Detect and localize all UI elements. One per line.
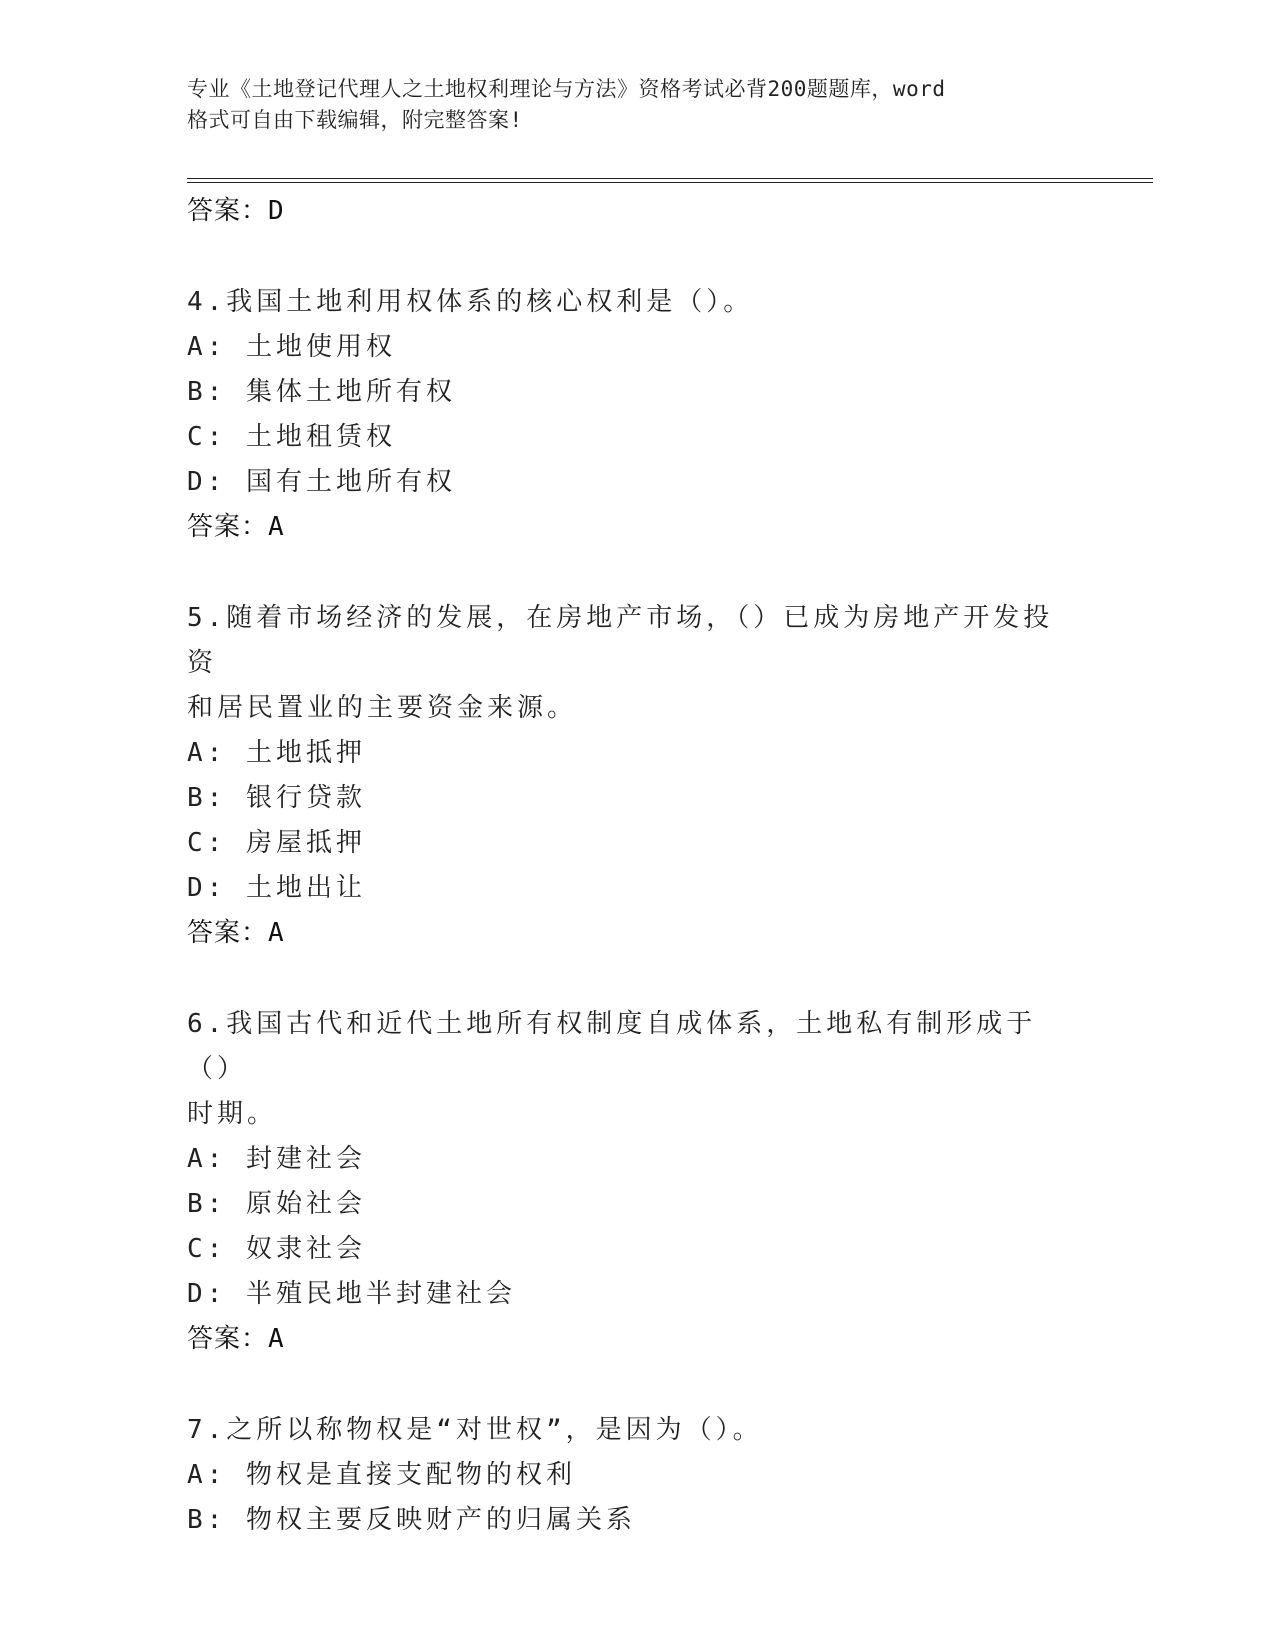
- question-stem-line-2: 和居民置业的主要资金来源。: [187, 693, 578, 723]
- answer: 答案：A: [187, 1324, 285, 1354]
- spacer: [187, 549, 1067, 596]
- question-4: [187, 280, 1067, 549]
- answer: 答案：A: [187, 918, 285, 948]
- question-stem-line-2: 时期。: [187, 1099, 278, 1129]
- option-d: D: 半殖民地半封建社会: [187, 1279, 516, 1309]
- question-list: [187, 189, 1067, 1543]
- question-6: [187, 1002, 1067, 1361]
- spacer: [187, 955, 1067, 1002]
- option-a: A: 物权是直接支配物的权利: [187, 1460, 576, 1490]
- option-c: C: 房屋抵押: [187, 828, 366, 858]
- question-stem: 7.之所以称物权是“对世权”，是因为（）。: [187, 1415, 763, 1445]
- previous-answer: 答案：D: [187, 196, 285, 226]
- option-d: D: 国有土地所有权: [187, 467, 456, 497]
- option-b: B: 物权主要反映财产的归属关系: [187, 1505, 636, 1535]
- option-b: B: 银行贷款: [187, 783, 366, 813]
- option-d: D: 土地出让: [187, 873, 366, 903]
- header-line-1: 专业《土地登记代理人之土地权利理论与方法》资格考试必背200题题库，word: [187, 77, 946, 101]
- spacer: [187, 1361, 1067, 1408]
- question-7: [187, 1408, 1067, 1543]
- header-line-2: 格式可自由下载编辑，附完整答案!: [187, 108, 523, 132]
- option-a: A: 土地使用权: [187, 332, 396, 362]
- header-divider: [187, 178, 1153, 183]
- document-header: [187, 74, 1067, 136]
- option-b: B: 原始社会: [187, 1189, 366, 1219]
- option-c: C: 土地租赁权: [187, 422, 396, 452]
- question-stem-line-1: 5.随着市场经济的发展，在房地产市场，（）已成为房地产开发投资: [187, 603, 1054, 678]
- option-c: C: 奴隶社会: [187, 1234, 366, 1264]
- question-stem-line-1: 6.我国古代和近代土地所有权制度自成体系，土地私有制形成于（）: [187, 1009, 1037, 1084]
- question-stem: 4.我国土地利用权体系的核心权利是（）。: [187, 287, 754, 317]
- question-5: [187, 596, 1067, 955]
- option-a: A: 封建社会: [187, 1144, 366, 1174]
- answer: 答案：A: [187, 512, 285, 542]
- option-b: B: 集体土地所有权: [187, 377, 456, 407]
- option-a: A: 土地抵押: [187, 738, 366, 768]
- spacer: [187, 233, 1067, 280]
